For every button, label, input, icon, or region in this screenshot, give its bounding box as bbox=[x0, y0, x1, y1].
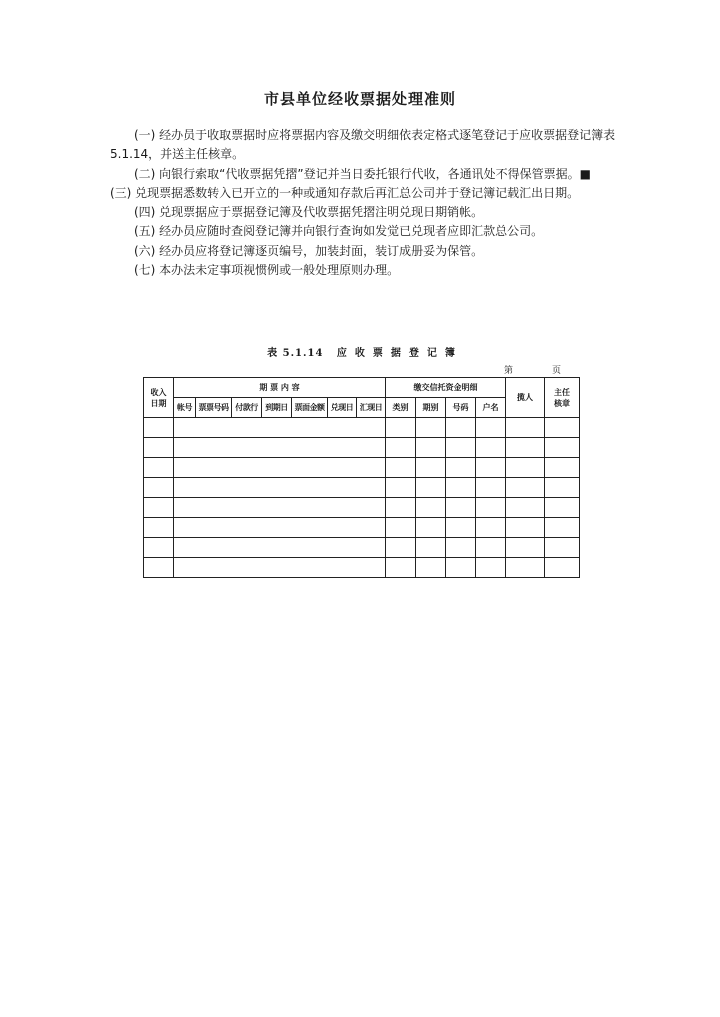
ledger-cell bbox=[416, 558, 446, 578]
ledger-cell bbox=[476, 538, 506, 558]
ledger-cell bbox=[174, 518, 386, 538]
ledger-table bbox=[143, 377, 580, 578]
ledger-cell bbox=[506, 538, 545, 558]
ledger-cell bbox=[386, 418, 416, 438]
ledger-cell bbox=[144, 458, 174, 478]
ledger-cell bbox=[386, 478, 416, 498]
rule-4: (四) 兑现票据应于票据登记簿及代收票据凭摺注明兑现日期销帐。 bbox=[134, 205, 484, 220]
ledger-row bbox=[144, 558, 580, 578]
table-number: 表 5.1.14 bbox=[267, 348, 324, 359]
ledger-cell bbox=[144, 478, 174, 498]
ledger-cell bbox=[506, 518, 545, 538]
col-category: 类别 bbox=[386, 398, 416, 418]
ledger-cell bbox=[386, 518, 416, 538]
ledger-cell bbox=[174, 558, 386, 578]
ledger-cell bbox=[476, 458, 506, 478]
supervisor-line-1: 主任 bbox=[554, 386, 571, 397]
rule-5: (五) 经办员应随时查阅登记簿并向银行查询如发觉已兑现者应即汇款总公司。 bbox=[134, 224, 544, 239]
ledger-cell bbox=[446, 538, 476, 558]
receive-date-header bbox=[144, 378, 174, 418]
ledger-cell bbox=[506, 478, 545, 498]
ledger-cell bbox=[506, 438, 545, 458]
ledger-row bbox=[144, 538, 580, 558]
ledger-row bbox=[144, 458, 580, 478]
ledger-cell bbox=[416, 498, 446, 518]
rules-list bbox=[110, 126, 622, 280]
bill-group-header: 期 票 内 容 bbox=[174, 378, 386, 398]
col-paying-bank: 付款行 bbox=[232, 398, 262, 418]
page-prefix: 第 bbox=[504, 366, 514, 376]
ledger-cell bbox=[174, 538, 386, 558]
col-cashed-date: 兑现日 bbox=[328, 398, 357, 418]
ledger-cell bbox=[446, 438, 476, 458]
ledger-cell bbox=[506, 498, 545, 518]
ledger-cell bbox=[446, 518, 476, 538]
ledger-cell bbox=[174, 418, 386, 438]
ledger-cell bbox=[446, 558, 476, 578]
rule-3: (三) 兑现票据悉数转入已开立的一种或通知存款后再汇总公司并于登记簿记载汇出日期。 bbox=[110, 185, 580, 200]
rule-2: (二) 向银行索取“代收票据凭摺”登记并当日委托银行代收，各通讯处不得保管票据。■ bbox=[134, 166, 591, 181]
ledger-cell bbox=[174, 498, 386, 518]
ledger-cell bbox=[144, 498, 174, 518]
col-number: 号码 bbox=[446, 398, 476, 418]
ledger-cell bbox=[446, 478, 476, 498]
handler-header: 揽人 bbox=[506, 378, 545, 418]
ledger-cell bbox=[416, 518, 446, 538]
ledger-cell bbox=[144, 558, 174, 578]
rule-7: (七) 本办法未定事项视惯例或一般处理原则办理。 bbox=[134, 263, 400, 278]
receive-date-line-2: 日期 bbox=[150, 397, 167, 408]
rule-1: (一) 经办员于收取票据时应将票据内容及缴交明细依表定格式逐笔登记于应收票据登记簿表 5.1.14，并送主任核章。 bbox=[110, 128, 616, 162]
ledger-cell bbox=[506, 458, 545, 478]
ledger-cell bbox=[386, 498, 416, 518]
deposit-group-header: 缴交信托资金明细 bbox=[386, 378, 506, 398]
ledger-cell bbox=[545, 558, 580, 578]
ledger-cell bbox=[386, 558, 416, 578]
ledger-cell bbox=[174, 438, 386, 458]
ledger-row bbox=[144, 498, 580, 518]
ledger-cell bbox=[476, 498, 506, 518]
ledger-cell bbox=[506, 558, 545, 578]
ledger-cell bbox=[545, 458, 580, 478]
col-period: 期别 bbox=[416, 398, 446, 418]
ledger-cell bbox=[416, 438, 446, 458]
ledger-cell bbox=[416, 458, 446, 478]
ledger-cell bbox=[545, 518, 580, 538]
rule-6: (六) 经办员应将登记簿逐页编号，加装封面，装订成册妥为保管。 bbox=[134, 243, 484, 258]
ledger-cell bbox=[476, 478, 506, 498]
ledger-body bbox=[144, 418, 580, 578]
ledger-cell bbox=[174, 478, 386, 498]
ledger-cell bbox=[416, 418, 446, 438]
col-account: 帐号 bbox=[174, 398, 196, 418]
ledger-cell bbox=[416, 478, 446, 498]
ledger-row bbox=[144, 478, 580, 498]
col-account-name: 户名 bbox=[476, 398, 506, 418]
col-face-amount: 票面金额 bbox=[292, 398, 328, 418]
ledger-row bbox=[144, 438, 580, 458]
ledger-cell bbox=[446, 498, 476, 518]
ledger-cell bbox=[545, 498, 580, 518]
table-caption bbox=[150, 344, 580, 359]
ledger-cell bbox=[386, 458, 416, 478]
col-remit-date: 汇现日 bbox=[357, 398, 386, 418]
ledger-cell bbox=[386, 538, 416, 558]
ledger-cell bbox=[476, 418, 506, 438]
ledger-cell bbox=[446, 418, 476, 438]
supervisor-header bbox=[545, 378, 580, 418]
ledger-cell bbox=[416, 538, 446, 558]
ledger-cell bbox=[386, 438, 416, 458]
ledger-cell bbox=[446, 458, 476, 478]
table-name: 应收票据登记簿 bbox=[336, 348, 463, 359]
ledger-cell bbox=[174, 458, 386, 478]
ledger-cell bbox=[506, 418, 545, 438]
header-row-1 bbox=[144, 378, 580, 398]
page-suffix: 页 bbox=[552, 366, 562, 376]
ledger-cell bbox=[545, 538, 580, 558]
ledger-cell bbox=[144, 418, 174, 438]
ledger-row bbox=[144, 418, 580, 438]
ledger-cell bbox=[476, 438, 506, 458]
col-due-date: 到期日 bbox=[262, 398, 292, 418]
ledger-cell bbox=[545, 478, 580, 498]
ledger-cell bbox=[476, 518, 506, 538]
ledger-cell bbox=[545, 438, 580, 458]
col-bill-number: 票票号码 bbox=[196, 398, 232, 418]
ledger-row bbox=[144, 518, 580, 538]
ledger-cell bbox=[144, 518, 174, 538]
ledger-cell bbox=[545, 418, 580, 438]
receive-date-line-1: 收入 bbox=[150, 386, 167, 397]
supervisor-line-2: 核章 bbox=[554, 397, 571, 408]
ledger-cell bbox=[144, 438, 174, 458]
document-title: 市县单位经收票据处理准则 bbox=[263, 90, 456, 108]
ledger-cell bbox=[144, 538, 174, 558]
ledger-cell bbox=[476, 558, 506, 578]
